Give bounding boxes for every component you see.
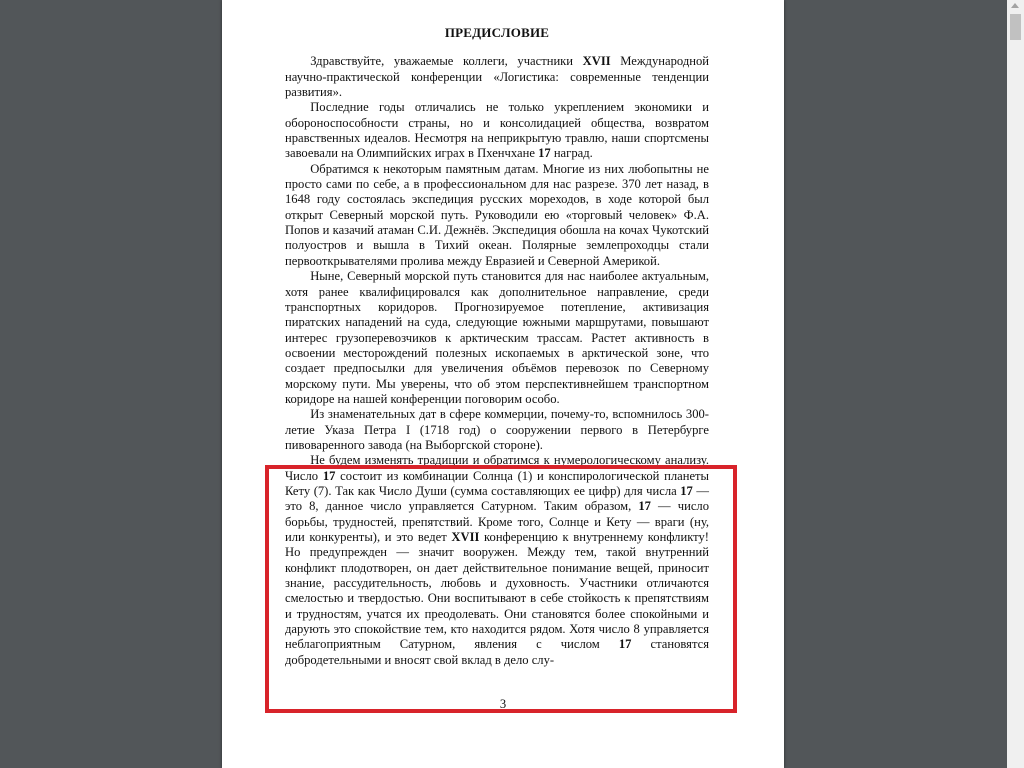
paragraph: Не будем изменять традиции и обратимся к нумерологическому анализу. Число 17 состоит из комбинации Солнца (1) и конспирологической планеты Кету (7). Так как Число Души (сумма составляющих ее цифр) для числа 17 — это 8, данное число управляется Сатурном. Таким образом, 17 — число борьбы, трудностей, препятствий. Кроме того, Солнце и Кету — враги (ну, или конкуренты), и это ведет XVII конференцию к внутреннему конфликту! Но предупрежден — значит вооружен. Между тем, такой внутренний конфликт плодотворен, он дает действительное понимание вещей, приносит знание, рассудительность, любовь и духовность. Участники отличаются смелостью и твердостью. Они воспитывают в себе стойкость к препятствиям и трудностям, учатся их преодолевать. Они становятся более спокойными и дарують это спокойствие тем, кто находится рядом. Хотя число 8 управляется неблагоприятным Сатурном, явления с числом 17 становятся добродетельными и вносят свой вклад в дело слу- [285,453,710,667]
paragraph: Обратимся к некоторым памятным датам. Многие из них любопытны не просто сами по себе, а в профессиональном для нас разрезе. 370 лет назад, в 1648 году состоялась экспедиция русских мореходов, в ходе которой был открыт Северный морской путь. Руководили ею «торговый человек» Ф.А. Попов и казачий атаман С.И. Дежнёв. Экспедиция обошла на кочах Чукотский полуостров и вышла в Тихий океан. Полярные землепроходцы стали первооткрывателями пролива между Евразией и Северной Америкой. [285,161,709,268]
bold-text: 17 [322,468,336,483]
document-page [222,0,784,768]
bold-text: XVII [451,530,480,544]
paragraphs [285,54,709,668]
paragraph: Из знаменательных дат в сфере коммерции, почему-то, вспомнилось 300-летие Указа Петра I (1718 год) о сооружении первого в Петербурге пивоваренного завода (на Выборгской стороне). [285,407,709,452]
vertical-scrollbar[interactable] [1007,0,1024,768]
bold-text: 17 [638,499,651,514]
page-title: ПРЕДИСЛОВИЕ [444,25,550,40]
bold-text: 17 [618,637,632,652]
scroll-up-icon[interactable] [1011,3,1019,8]
paragraph: Ныне, Северный морской путь становится для нас наиболее актуальным, хотя ранее квалифицировался как дополнительное направление, среди транспортных коридоров. Прогнозируемое потепление, активизация пиратских нападений на суда, следующие южными маршрутами, повышают интерес грузоперевозчиков к арктическим трассам. Растет активность в освоении месторождений полезных ископаемых в арктической зоне, что создает предпосылки для увеличения объёмов перевозок по Северному морскому пути. Мы уверены, что об этом перспективнейшем транспортном коридоре на нашей конференции поговорим особо. [285,269,709,406]
bold-text: 17 [538,146,551,161]
page-number: 3 [499,697,507,711]
paragraph: Последние годы отличались не только укреплением экономики и обороноспособности страны, но и консолидацией общества, возвратом нравственных идеалов. Несмотря на неприкрытую травлю, наши спортсмены завоевали на Олимпийских играх в Пхенчхане 17 наград. [285,100,709,161]
bold-text: XVII [582,54,611,69]
scroll-thumb[interactable] [1010,14,1021,40]
bold-text: 17 [680,483,693,498]
page-content [285,0,709,668]
paragraph: Здравствуйте, уважаемые коллеги, участники XVII Международной научно-практической конференции «Логистика: современные тенденции развития». [285,54,710,100]
